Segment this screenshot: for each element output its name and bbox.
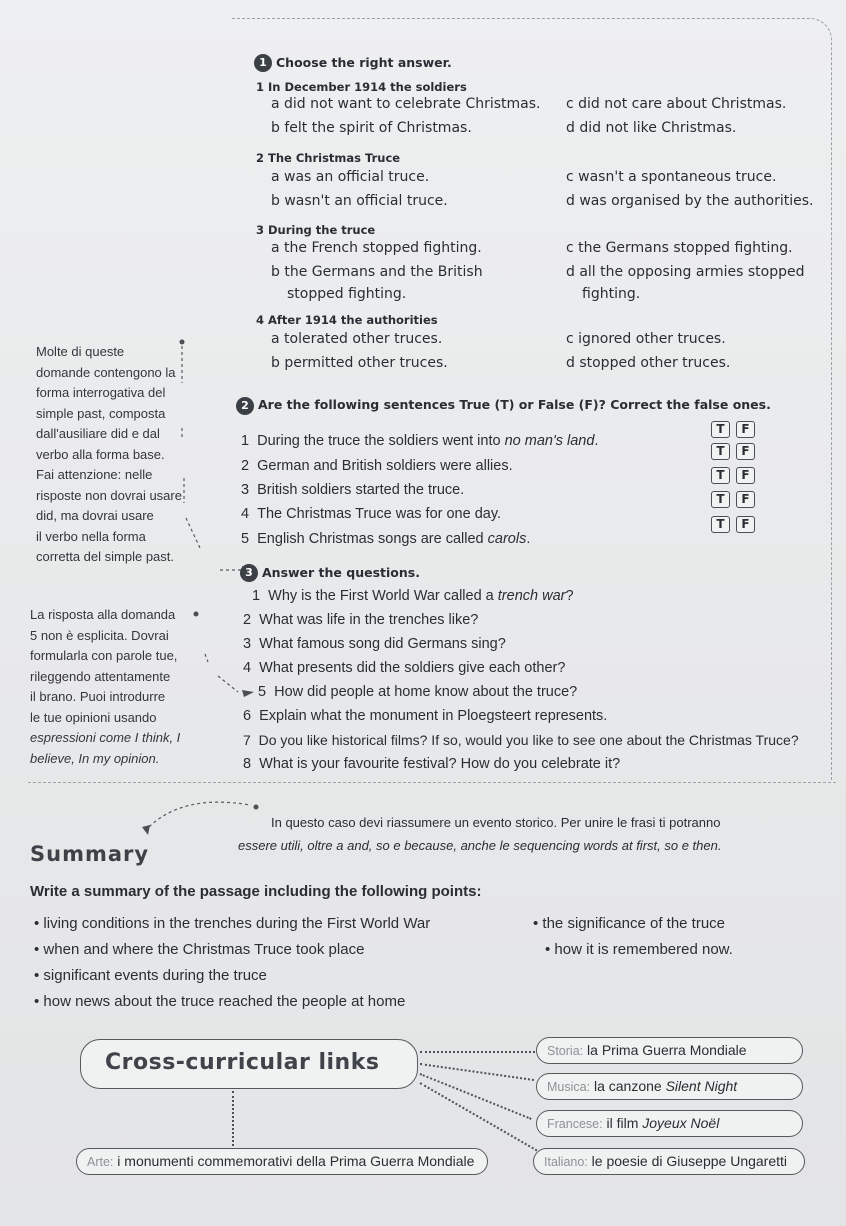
- false-box-2[interactable]: F: [736, 443, 755, 460]
- summary-title: Summary: [30, 842, 150, 866]
- point-text: significant events during the truce: [43, 967, 267, 984]
- q2-option-a[interactable]: a was an official truce.: [271, 169, 430, 185]
- statement-text: British soldiers started the truce.: [257, 482, 465, 498]
- link-dots: [420, 1073, 532, 1120]
- q1-stem: 1 In December 1914 the soldiers: [256, 80, 467, 94]
- true-box-1[interactable]: T: [711, 421, 730, 438]
- point-text: the significance of the truce: [542, 915, 726, 932]
- q2-option-b[interactable]: b wasn't an official truce.: [271, 193, 448, 209]
- link-dots: [420, 1082, 538, 1151]
- q1-option-b[interactable]: b felt the spirit of Christmas.: [271, 120, 472, 136]
- q1-option-c[interactable]: c did not care about Christmas.: [566, 96, 787, 112]
- exercise-1-number: 1: [254, 54, 272, 72]
- tf-statement-3: [241, 482, 464, 498]
- q1-option-d[interactable]: d did not like Christmas.: [566, 120, 737, 136]
- tf-statement-5: [241, 531, 530, 547]
- link-dots: [420, 1051, 535, 1053]
- question-8: [243, 756, 620, 772]
- q3-option-c[interactable]: c the Germans stopped fighting.: [566, 240, 793, 256]
- summary-point-2: • when and where the Christmas Truce took place: [34, 941, 365, 958]
- question-text: What presents did the soldiers give each other?: [259, 660, 566, 676]
- question-italic: trench war: [497, 588, 566, 604]
- summary-note-connector: [140, 793, 270, 843]
- question-text: What is your favourite festival? How do you celebrate it?: [259, 756, 621, 772]
- exercise-3-title: Answer the questions.: [262, 565, 420, 580]
- summary-instruction: Write a summary of the passage including the following points:: [30, 883, 482, 900]
- item-number: 2: [243, 612, 252, 628]
- true-box-3[interactable]: T: [711, 467, 730, 484]
- question-6: [243, 708, 607, 724]
- exercise-2-title: Are the following sentences True (T) or False (F)? Correct the false ones.: [258, 397, 771, 412]
- item-number: 4: [243, 660, 252, 676]
- q2-option-c[interactable]: c wasn't a spontaneous truce.: [566, 169, 777, 185]
- side-note-1-line: simple past, composta: [36, 405, 166, 421]
- question-text: Do you like historical films? If so, would you like to see one about the Christmas Truce?: [258, 732, 799, 748]
- link-text: le poesie di Giuseppe Ungaretti: [591, 1153, 788, 1169]
- link-storia[interactable]: [536, 1037, 803, 1064]
- side-note-1-line: dall'ausiliare did e dal: [36, 426, 160, 441]
- item-number: 8: [243, 756, 252, 772]
- point-text: how it is remembered now.: [554, 941, 733, 958]
- statement-end: .: [594, 433, 599, 449]
- statement-text: During the truce the soldiers went into: [257, 433, 505, 449]
- q1-option-a[interactable]: a did not want to celebrate Christmas.: [271, 96, 541, 112]
- cross-curricular-title: Cross-curricular links: [105, 1050, 380, 1075]
- question-text: Explain what the monument in Ploegsteert represents.: [259, 708, 608, 724]
- link-italiano[interactable]: [533, 1148, 805, 1175]
- link-dots: [232, 1091, 234, 1146]
- link-italic: Silent Night: [665, 1078, 738, 1094]
- side-note-connector: [170, 338, 250, 578]
- true-box-4[interactable]: T: [711, 491, 730, 508]
- side-note-2-line: rileggendo attentamente: [30, 668, 171, 684]
- item-number: 1: [241, 433, 250, 449]
- item-number: 1: [252, 588, 261, 604]
- link-text: i monumenti commemorativi della Prima Guerra Mondiale: [117, 1153, 475, 1169]
- item-number: 5: [241, 531, 250, 547]
- summary-point-5: • the significance of the truce: [533, 915, 726, 932]
- link-text: il film: [606, 1115, 643, 1131]
- summary-point-4: • how news about the truce reached the people at home: [34, 993, 406, 1010]
- question-7: [243, 732, 799, 748]
- q2-stem: 2 The Christmas Truce: [256, 151, 401, 165]
- q3-option-b-line1[interactable]: b the Germans and the British: [271, 264, 483, 280]
- question-end: ?: [565, 588, 574, 604]
- true-box-5[interactable]: T: [711, 516, 730, 533]
- summary-note-line-1: In questo caso devi riassumere un evento storico. Per unire le frasi ti potranno: [271, 815, 721, 830]
- side-note-answer-tip: [30, 605, 180, 769]
- link-label: Musica:: [547, 1080, 591, 1094]
- cross-curricular-header: [80, 1039, 418, 1089]
- link-italic: Joyeux Noël: [642, 1115, 720, 1131]
- question-4: [243, 660, 565, 676]
- link-dots: [420, 1063, 534, 1081]
- question-text: Why is the First World War called a: [268, 588, 498, 604]
- q4-option-c[interactable]: c ignored other truces.: [566, 331, 726, 347]
- section-separator: [28, 782, 836, 783]
- tf-statement-4: [241, 506, 501, 522]
- q2-option-d[interactable]: d was organised by the authorities.: [566, 193, 814, 209]
- item-number: 4: [241, 506, 250, 522]
- side-note-2-line: believe, In my opinion.: [30, 750, 160, 766]
- item-number: 3: [243, 636, 252, 652]
- question-text: How did people at home know about the truce?: [274, 684, 578, 700]
- side-note-1-line: domande contengono la: [36, 364, 176, 380]
- point-text: living conditions in the trenches during the First World War: [43, 915, 431, 932]
- side-note-2-line: La risposta alla domanda: [30, 607, 176, 622]
- side-note-2-line: il brano. Puoi introdurre: [30, 689, 166, 704]
- statement-italic: carols: [487, 531, 527, 547]
- exercise-1-title: Choose the right answer.: [276, 55, 452, 70]
- summary-point-3: • significant events during the truce: [34, 967, 267, 984]
- statement-text: English Christmas songs are called: [257, 531, 488, 547]
- item-number: 3: [241, 482, 250, 498]
- q4-stem: 4 After 1914 the authorities: [256, 313, 438, 327]
- true-box-2[interactable]: T: [711, 443, 730, 460]
- summary-point-1: • living conditions in the trenches during the First World War: [34, 915, 431, 932]
- tf-statement-2: [241, 458, 513, 474]
- side-note-2-line: le tue opinioni usando: [30, 709, 157, 725]
- link-label: Francese:: [547, 1117, 603, 1131]
- statement-end: .: [526, 531, 531, 547]
- side-note-2-connector: [190, 600, 260, 700]
- item-number: 6: [243, 708, 252, 724]
- side-note-2-line: formularla con parole tue,: [30, 648, 178, 663]
- statement-text: The Christmas Truce was for one day.: [257, 506, 502, 522]
- side-note-1-line: risposte non dovrai usare: [36, 487, 182, 503]
- side-note-1-line: corretta del simple past.: [36, 549, 175, 564]
- side-note-1-line: did, ma dovrai usare: [36, 508, 154, 523]
- side-note-grammar: [36, 342, 182, 568]
- q4-option-d[interactable]: d stopped other truces.: [566, 355, 731, 371]
- question-2: [243, 612, 478, 628]
- q3-option-a[interactable]: a the French stopped fighting.: [271, 240, 482, 256]
- q3-option-b-line2[interactable]: stopped fighting.: [287, 286, 407, 302]
- q3-option-d-line1[interactable]: d all the opposing armies stopped: [566, 264, 805, 280]
- summary-note-line-2: essere utili, oltre a and, so e because, anche le sequencing words at first, so e then.: [238, 838, 722, 853]
- false-box-5[interactable]: F: [736, 516, 755, 533]
- link-label: Italiano:: [544, 1155, 588, 1169]
- q3-option-d-line2[interactable]: fighting.: [582, 286, 641, 302]
- q4-option-a[interactable]: a tolerated other truces.: [271, 331, 443, 347]
- item-number: 2: [241, 458, 250, 474]
- q4-option-b[interactable]: b permitted other truces.: [271, 355, 448, 371]
- point-text: how news about the truce reached the people at home: [43, 993, 406, 1010]
- tf-statement-1: [241, 433, 598, 449]
- false-box-4[interactable]: F: [736, 491, 755, 508]
- q3-stem: 3 During the truce: [256, 223, 376, 237]
- side-note-1-line: verbo alla forma base.: [36, 446, 165, 462]
- question-3: [243, 636, 506, 652]
- question-1: [252, 588, 574, 604]
- link-text: la Prima Guerra Mondiale: [587, 1042, 747, 1058]
- side-note-2-line: espressioni come I think, I: [30, 730, 181, 745]
- item-number: 7: [243, 732, 251, 748]
- question-text: What was life in the trenches like?: [259, 612, 479, 628]
- statement-text: German and British soldiers were allies.: [257, 458, 513, 474]
- side-note-1-line: forma interrogativa del: [36, 385, 166, 400]
- link-label: Arte:: [87, 1155, 114, 1169]
- false-box-1[interactable]: F: [736, 421, 755, 438]
- summary-point-6: • how it is remembered now.: [545, 941, 733, 958]
- link-label: Storia:: [547, 1044, 584, 1058]
- side-note-2-line: 5 non è esplicita. Dovrai: [30, 627, 169, 643]
- link-arte[interactable]: [76, 1148, 488, 1175]
- question-5: [258, 684, 577, 700]
- link-francese[interactable]: [536, 1110, 803, 1137]
- link-musica[interactable]: [536, 1073, 803, 1100]
- link-text: la canzone: [593, 1078, 666, 1094]
- false-box-3[interactable]: F: [736, 467, 755, 484]
- side-note-1-line: Fai attenzione: nelle: [36, 467, 153, 482]
- point-text: when and where the Christmas Truce took place: [43, 941, 365, 958]
- exercise-2-number: 2: [236, 397, 254, 415]
- statement-italic: no man's land: [504, 433, 595, 449]
- question-text: What famous song did Germans sing?: [259, 636, 506, 652]
- side-note-1-line: Molte di queste: [36, 344, 125, 359]
- side-note-1-line: il verbo nella forma: [36, 528, 146, 544]
- item-number: 5: [258, 684, 267, 700]
- exercise-3-number: 3: [240, 564, 258, 582]
